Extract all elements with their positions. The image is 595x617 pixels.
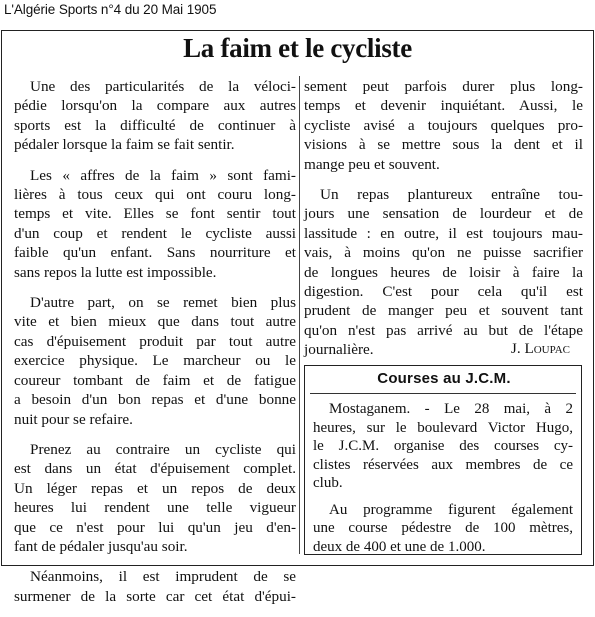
text-line: Les « affres de la faim » sont fami- (30, 166, 296, 184)
text-line: Un léger repas et un repos de deux (14, 479, 296, 497)
article-title: La faim et le cycliste (183, 33, 412, 63)
text-line: exercice physique. Le marcheur ou le (14, 352, 296, 370)
text-line: sports est la difficulté de continuer à (14, 116, 296, 134)
text-line: de longues heures de loisir à faire la (304, 263, 583, 281)
notice-paragraph (313, 501, 573, 557)
text-line: Prenez au contraire un cycliste qui (30, 440, 296, 458)
text-line: D'autre part, on se remet bien plus (30, 294, 296, 312)
text-line: une course pédestre de 100 mètres, (313, 520, 573, 536)
notice-title-rule (310, 393, 576, 394)
notice-box (304, 365, 582, 555)
text-line: temps et vite. Elles se font sentir tout (14, 205, 296, 223)
text-line: digestion. C'est pour cela qu'il est (304, 283, 583, 301)
article-paragraph (14, 293, 296, 429)
text-line: nuit pour se refaire. (14, 410, 133, 428)
text-line: a besoin d'un bon repas et d'une bonne (14, 391, 296, 409)
text-line: visions à se mettre sous la dent et il (304, 136, 583, 154)
text-line: journalière. (304, 341, 374, 359)
text-line: que ce n'est pour lui qu'un jeu d'en- (14, 518, 296, 536)
text-line: prudent de manger peu et souvent tant (304, 302, 583, 320)
notice-paragraph (313, 400, 573, 493)
text-line: heures, sur le boulevard Victor Hugo, (313, 419, 573, 436)
text-line: Mostaganem. - Le 28 mai, à 2 (329, 401, 573, 417)
article-paragraph (14, 440, 296, 556)
column-divider (299, 76, 300, 554)
text-line: heures lui rendent une telle vigueur (14, 499, 296, 517)
text-line: faible qu'un enfant. Sans nourriture et (14, 244, 296, 262)
article-right-column (304, 77, 583, 371)
article-paragraph (304, 77, 583, 174)
text-line: sans repos la lutte est impossible. (14, 263, 217, 281)
article-paragraph (304, 185, 583, 360)
author-signature (304, 340, 570, 358)
text-line: Néanmoins, il est imprudent de se (30, 568, 296, 586)
text-line: fant de pédaler jusqu'au soir. (14, 537, 188, 555)
text-line: pédaler lorsque la faim se fait sentir. (14, 136, 235, 154)
text-line: surmener de la sorte car cet état d'épui- (14, 587, 296, 605)
text-line: vais, à moins qu'on ne puisse sacrifier (304, 244, 583, 262)
text-line: sement peut parfois durer plus long- (304, 78, 583, 95)
text-line: deux de 400 et une de 1.000. (313, 538, 486, 555)
text-line: est dans un état d'épuisement complet. (14, 460, 296, 478)
text-line: Au programme figurent également (329, 501, 573, 518)
text-line: lassitude : en outre, il est toujours mau- (304, 224, 583, 242)
article-paragraph (14, 166, 296, 282)
notice-body (313, 400, 573, 564)
text-line: vite et bien mieux que dans tout autre (14, 313, 296, 331)
text-line: lières à tous ceux qui ont couru long- (14, 186, 296, 204)
text-line: cycliste avisé a toujours quelques pro- (304, 116, 583, 134)
text-line: cas d'épuisement produit par tout autre (14, 332, 296, 350)
author-initial: J. (510, 340, 521, 357)
text-line: Un repas plantureux entraîne tou- (320, 186, 583, 204)
text-line: Une des particularités de la véloci- (30, 78, 296, 95)
text-line: jours une sensation de lourdeur et de (304, 205, 583, 223)
text-line: coureur tombant de faim et de fatigue (14, 371, 296, 389)
text-line: qu'on n'est pas arrivé au but de l'étape (304, 321, 583, 339)
text-line: le J.C.M. organise des courses cy- (313, 438, 573, 454)
text-line: mange peu et souvent. (304, 155, 440, 173)
author-name: Loupac (524, 340, 570, 357)
text-line: pédie lorsqu'on la compare aux autres (14, 97, 296, 115)
article-paragraph (14, 567, 296, 606)
article-paragraph (14, 77, 296, 155)
notice-title: Courses au J.C.M. (377, 370, 511, 387)
article-left-column (14, 77, 296, 617)
text-line: club. (313, 475, 343, 491)
publication-header: L'Algérie Sports n°4 du 20 Mai 1905 (4, 2, 217, 17)
text-line: d'un coup et rendent le cycliste aussi (14, 224, 296, 242)
text-line: temps et devenir inquiétant. Aussi, le (304, 97, 583, 115)
text-line: clistes réservées aux membres de ce (313, 456, 573, 473)
